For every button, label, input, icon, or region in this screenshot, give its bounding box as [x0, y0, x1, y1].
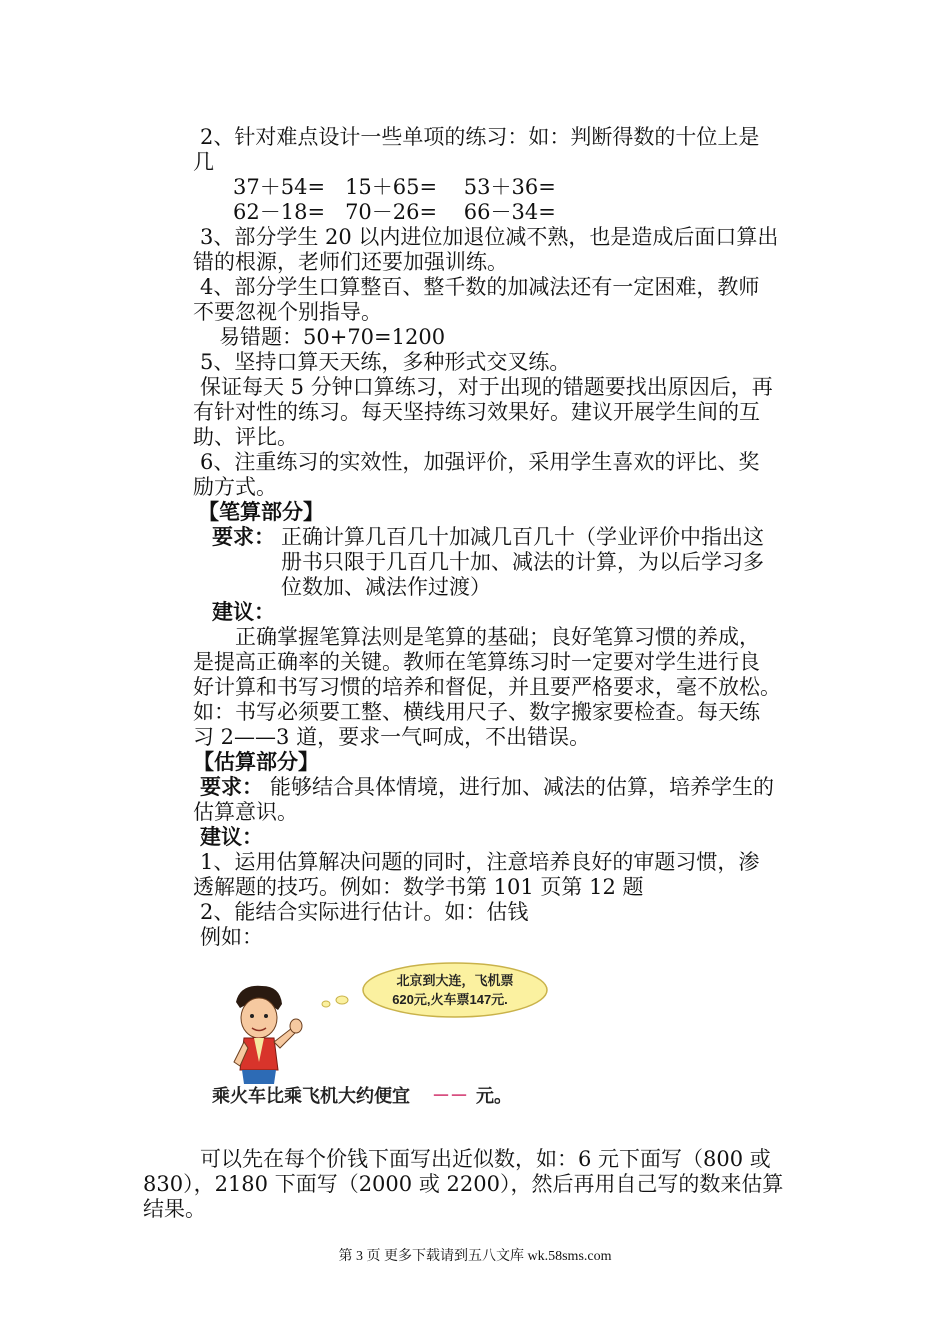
written-req-label: 要求： [212, 524, 275, 549]
paragraph-5b-line-1: 保证每天 5 分钟口算练习，对于出现的错题要找出原因后，再 [200, 375, 773, 399]
error-prone-example: 易错题：50+70=1200 [219, 325, 446, 349]
paragraph-6-line-1: 6、注重练习的实效性，加强评价，采用学生喜欢的评比、奖 [200, 450, 760, 474]
page-footer: 第 3 页 更多下载请到五八文库 wk.58sms.com [338, 1249, 612, 1264]
exercise-row-1: 37＋54= 15＋65= 53＋36= [233, 175, 556, 199]
paragraph-2-line-1: 2、针对难点设计一些单项的练习：如：判断得数的十位上是 [200, 125, 760, 149]
estimate-req-label: 要求： [200, 774, 263, 799]
written-calc-heading: 【笔算部分】 [198, 499, 324, 524]
written-sugg-line-4: 如：书写必须要工整、横线用尺子、数字搬家要检查。每天练 [193, 700, 760, 724]
paragraph-2-line-2: 几 [193, 150, 214, 174]
bubble-text-line-1: 北京到大连，飞机票 [396, 973, 514, 988]
caption-suffix: 元。 [476, 1086, 512, 1106]
thought-dot-large [336, 996, 348, 1004]
paragraph-4-line-1: 4、部分学生口算整百、整千数的加减法还有一定困难，教师 [200, 275, 760, 299]
estimate-req-line-2: 估算意识。 [193, 800, 298, 824]
written-sugg-line-1: 正确掌握笔算法则是笔算的基础；良好笔算习惯的养成， [235, 625, 760, 649]
exercise-row-2: 62－18= 70－26= 66－34= [233, 200, 556, 224]
boy-thinking-illustration [200, 962, 560, 1112]
thought-dot-small [322, 1001, 330, 1007]
written-req-line-2: 册书只限于几百几十加、减法的计算，为以后学习多 [281, 550, 764, 574]
written-req-line-3: 位数加、减法作过渡） [281, 575, 491, 599]
paragraph-3-line-1: 3、部分学生 20 以内进位加退位减不熟，也是造成后面口算出 [200, 225, 779, 249]
written-sugg-line-5: 习 2——3 道，要求一气呵成，不出错误。 [193, 725, 591, 749]
estimate-sugg-label: 建议： [200, 824, 263, 849]
written-req-line-1: 正确计算几百几十加减几百几十（学业评价中指出这 [281, 525, 764, 549]
paragraph-4-line-2: 不要忽视个别指导。 [193, 300, 382, 324]
bubble-text-line-2: 620元,火车票147元. [392, 992, 508, 1007]
paragraph-6-line-2: 励方式。 [193, 475, 277, 499]
estimate-item-2-line-1: 2、能结合实际进行估计。如：估钱 [200, 900, 529, 924]
estimation-illustration [200, 962, 560, 1112]
final-line-2: 830），2180 下面写（2000 或 2200），然后再用自己写的数来估算 [143, 1172, 784, 1196]
paragraph-5b-line-3: 助、评比。 [193, 425, 298, 449]
paragraph-5b-line-2: 有针对性的练习。每天坚持练习效果好。建议开展学生间的互 [193, 400, 760, 424]
written-sugg-line-3: 好计算和书写习惯的培养和督促，并且要严格要求，毫不放松。 [193, 675, 781, 699]
caption-prefix: 乘火车比乘飞机大约便宜 [212, 1086, 410, 1106]
written-sugg-label: 建议： [212, 599, 275, 624]
paragraph-5-line-1: 5、坚持口算天天练，多种形式交叉练。 [200, 350, 571, 374]
final-line-1: 可以先在每个价钱下面写出近似数，如：6 元下面写（800 或 [200, 1147, 771, 1171]
caption-blank: －－ [432, 1086, 468, 1106]
estimate-heading: 【估算部分】 [193, 749, 319, 774]
estimate-req-line-1: 能够结合具体情境，进行加、减法的估算，培养学生的 [270, 775, 774, 799]
final-line-3: 结果。 [143, 1197, 206, 1221]
boy-figure [234, 986, 302, 1084]
thought-bubble [363, 963, 547, 1017]
estimate-item-1-line-1: 1、运用估算解决问题的同时，注意培养良好的审题习惯，渗 [200, 850, 760, 874]
example-label: 例如： [200, 925, 263, 949]
written-sugg-line-2: 是提高正确率的关键。教师在笔算练习时一定要对学生进行良 [193, 650, 760, 674]
estimate-item-1-line-2: 透解题的技巧。例如：数学书第 101 页第 12 题 [193, 875, 644, 899]
paragraph-3-line-2: 错的根源，老师们还要加强训练。 [193, 250, 508, 274]
